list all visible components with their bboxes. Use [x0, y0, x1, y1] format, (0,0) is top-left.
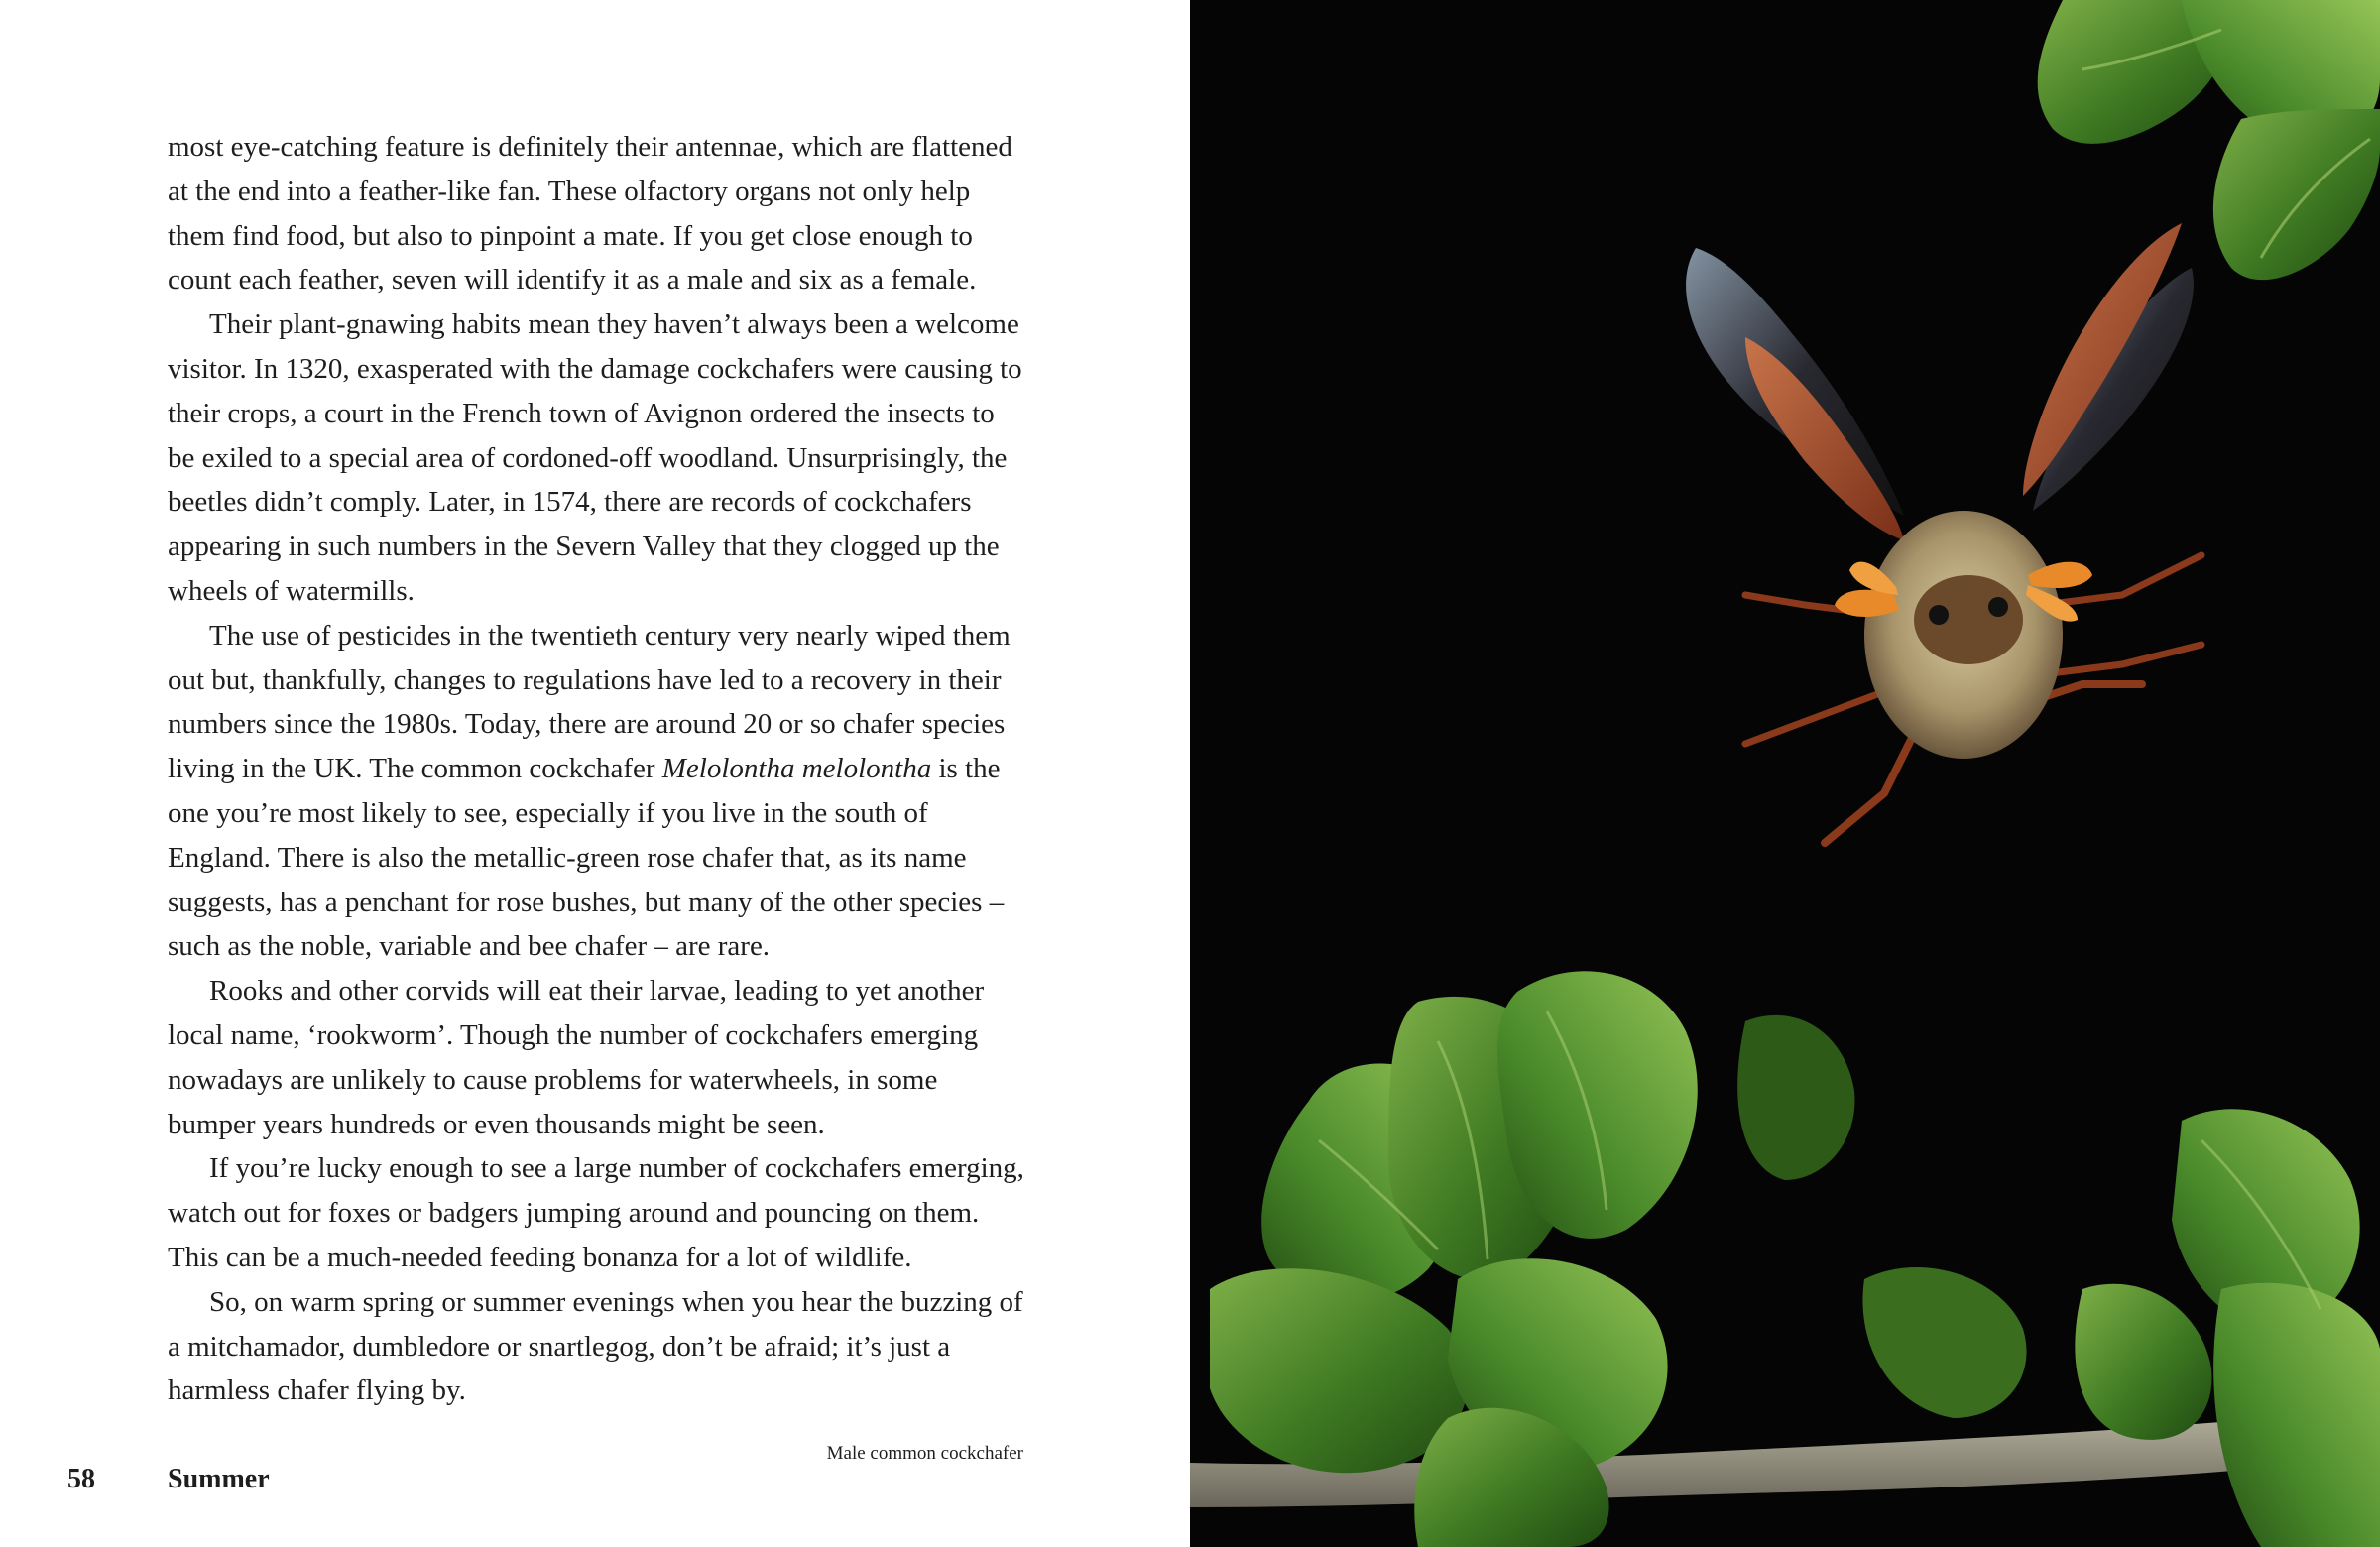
paragraph — [168, 1146, 1026, 1279]
paragraph — [168, 302, 1026, 614]
text-segment: most eye-catching feature is definitely their antennae, which are flattened at the end into a feather-like fan. These olfactory organs not only help them find food, but also to pinpoint a mate. If you get close enough to count each feather, seven will identify it as a male and six as a female. — [168, 131, 1012, 297]
paragraph — [168, 614, 1026, 969]
photo-caption: Male common cockchafer — [826, 1443, 1023, 1464]
text-segment: is the one you’re most likely to see, especially if you live in the south of England. There is also the metallic-green rose chafer that, as its name suggests, has a penchant for rose bushes, but many of the other species – such as the noble, variable and bee chafer – are rare. — [168, 753, 1005, 963]
section-title: Summer — [168, 1464, 270, 1494]
text-segment: Their plant-gnawing habits mean they haven’t always been a welcome visitor. In 1320, exasperated with the damage cockchafers were causing to their crops, a court in the French town of Avignon ordered the insects to be exiled to a special area of cordoned-off woodland. Unsurprisingly, the beetles didn’t comply. Later, in 1574, there are records of cockchafers appearing in such numbers in the Severn Valley that they clogged up the wheels of watermills. — [168, 308, 1022, 607]
text-segment: The use of pesticides in the twentieth century very nearly wiped them out but, thankfully, changes to regulations have led to a recovery in their numbers since the 1980s. Today, there are around 20 or so chafer species living in the UK. The common cockchafer — [168, 619, 1011, 785]
paragraph — [168, 1280, 1026, 1413]
page-number: 58 — [67, 1464, 95, 1494]
text-segment: If you’re lucky enough to see a large number of cockchafers emerging, watch out for foxes or badgers jumping around and pouncing on them. This can be a much-needed feeding bonanza for a lot of wildlife. — [168, 1152, 1024, 1273]
cockchafer-photo — [1190, 0, 2380, 1547]
right-page — [1190, 0, 2380, 1547]
body-text — [168, 125, 1026, 1413]
paragraph — [168, 125, 1026, 302]
text-segment: So, on warm spring or summer evenings when you hear the buzzing of a mitchamador, dumbledore or snartlegog, don’t be afraid; it’s just a harmless chafer flying by. — [168, 1285, 1023, 1407]
text-segment: Rooks and other corvids will eat their larvae, leading to yet another local name, ‘rookworm’. Though the number of cockchafers emerging nowadays are unlikely to cause problems for waterwheels, in some bumper years hundreds or even thousands might be seen. — [168, 975, 985, 1140]
species-name: Melolontha melolontha — [661, 753, 932, 785]
paragraph — [168, 969, 1026, 1146]
